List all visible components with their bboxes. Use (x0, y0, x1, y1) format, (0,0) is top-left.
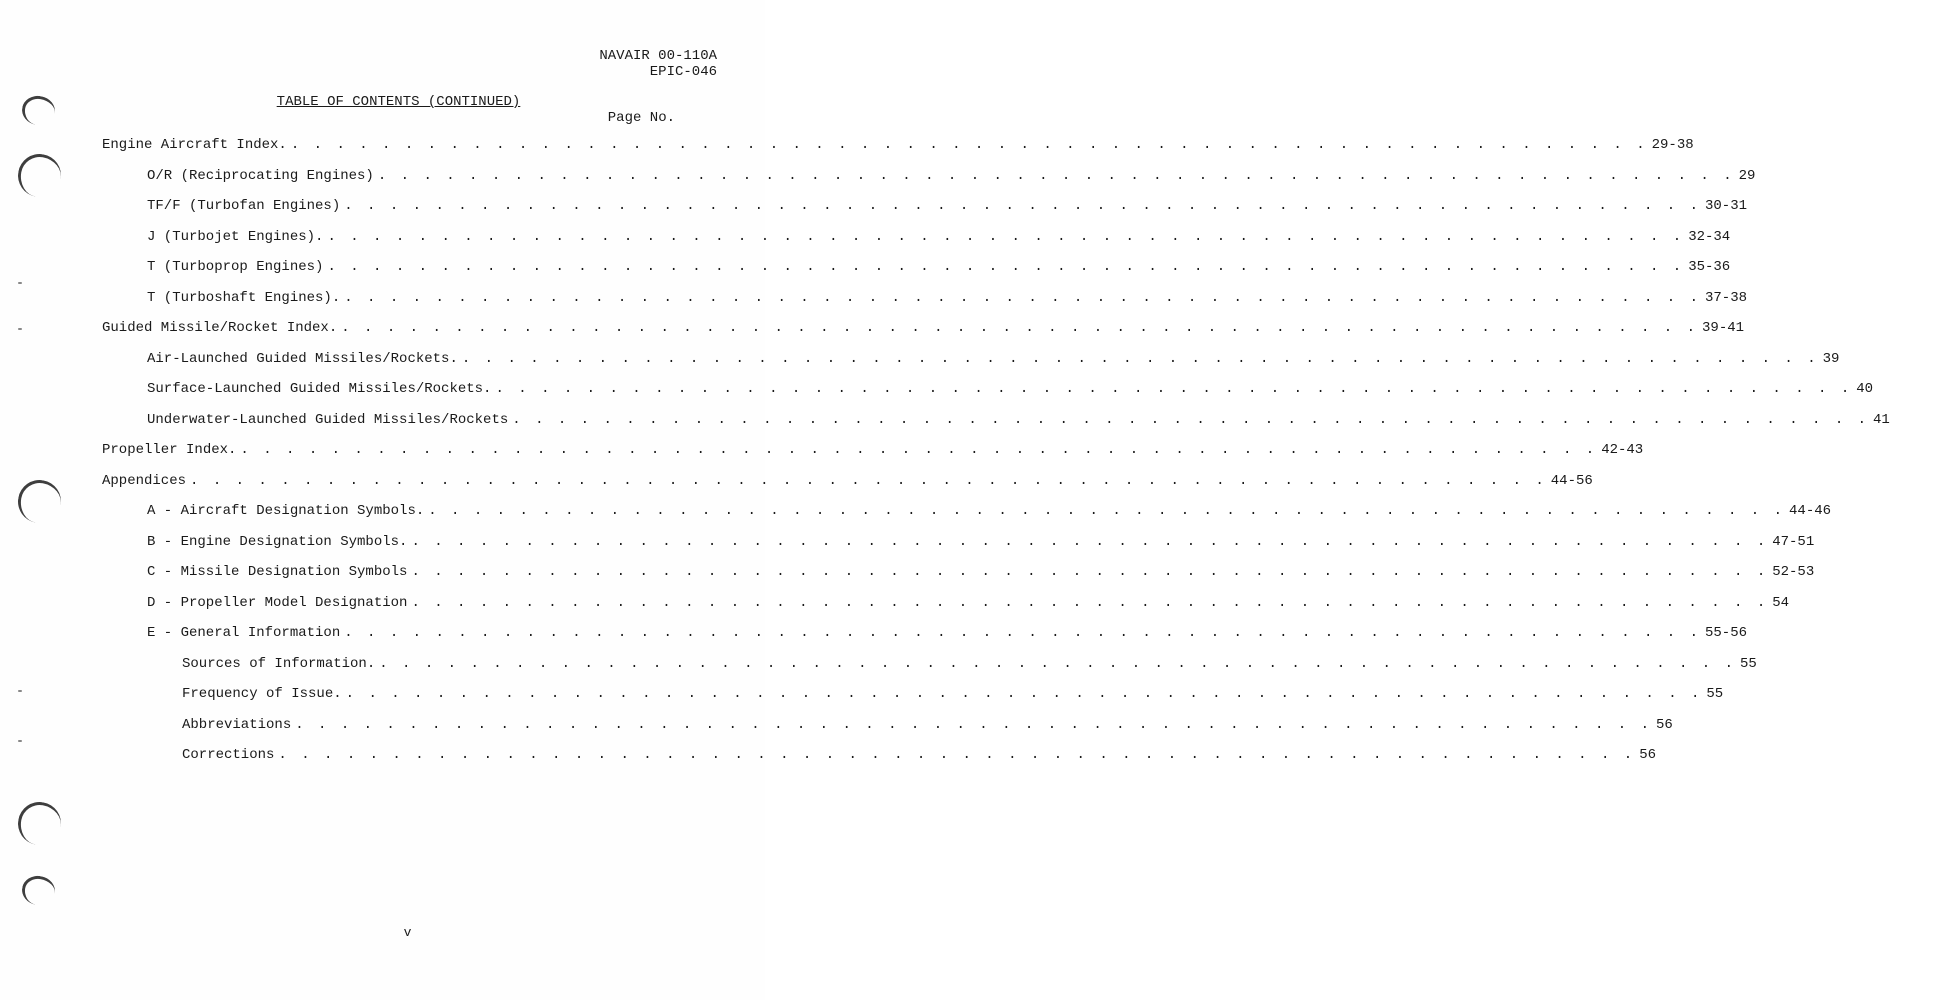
toc-entry-label: B - Engine Designation Symbols. (147, 533, 408, 550)
toc-entry-label: A - Aircraft Designation Symbols. (147, 503, 425, 519)
toc-entry (182, 686, 1724, 706)
toc-entry-label: Surface-Launched Guided Missiles/Rockets. (147, 381, 492, 397)
toc-entry-pages: 29-38 (1651, 137, 1694, 153)
toc-leader-dots: . . . . . . . . . . . . . . . . . . . . . . . . . . . . . . . . . . . . . . . . . . . . . . . . . . . . . . . . . . . . (344, 625, 1701, 641)
toc-leader-dots: . . . . . . . . . . . . . . . . . . . . . . . . . . . . . . . . . . . . . . . . . . . . . . . . . . . . . . . . . . . . (290, 137, 1648, 153)
toc-entry-pages: 55-56 (1705, 625, 1748, 641)
toc-entry-pages: 32-34 (1688, 228, 1731, 245)
page-title: TABLE OF CONTENTS (CONTINUED) (276, 94, 521, 110)
toc-entry-label: Frequency of Issue. (182, 686, 342, 702)
toc-entry-label: T (Turboprop Engines) (147, 259, 324, 275)
toc-entry (182, 747, 1656, 767)
toc-entry (147, 411, 1890, 432)
toc-entry-pages: 44-46 (1789, 503, 1832, 519)
toc-leader-dots: . . . . . . . . . . . . . . . . . . . . . . . . . . . . . . . . . . . . . . . . . . . . . . . . . . . . . . . . . . . . (190, 472, 1547, 489)
toc-entry (147, 381, 1874, 401)
toc-leader-dots: . . . . . . . . . . . . . . . . . . . . . . . . . . . . . . . . . . . . . . . . . . . . . . . . . . . . . . . . . . . . (345, 686, 1703, 702)
toc-leader-dots: . . . . . . . . . . . . . . . . . . . . . . . . . . . . . . . . . . . . . . . . . . . . . . . . . . . . . . . . . . . . (461, 350, 1819, 367)
toc-entry (102, 320, 1745, 340)
scan-speck (18, 740, 22, 742)
toc-entry-pages: 40 (1856, 381, 1874, 397)
toc-entry-pages: 37-38 (1705, 289, 1748, 306)
toc-entry (182, 716, 1673, 737)
toc-entry (147, 167, 1756, 188)
toc-entry (182, 655, 1757, 676)
toc-leader-dots: . . . . . . . . . . . . . . . . . . . . . . . . . . . . . . . . . . . . . . . . . . . . . . . . . . . . . . . . . . . . (295, 716, 1652, 733)
toc-entry-pages: 35-36 (1688, 259, 1731, 275)
toc-leader-dots: . . . . . . . . . . . . . . . . . . . . . . . . . . . . . . . . . . . . . . . . . . . . . . . . . . . . . . . . . . . . (411, 564, 1769, 580)
toc-leader-dots: . . . . . . . . . . . . . . . . . . . . . . . . . . . . . . . . . . . . . . . . . . . . . . . . . . . . . . . . . . . . (278, 747, 1636, 763)
toc-leader-dots: . . . . . . . . . . . . . . . . . . . . . . . . . . . . . . . . . . . . . . . . . . . . . . . . . . . . . . . . . . . . (411, 533, 1769, 550)
toc-entry-pages: 52-53 (1772, 564, 1815, 580)
toc-entry-pages: 56 (1639, 747, 1656, 763)
scan-speck (18, 328, 22, 330)
toc-entry-label: D - Propeller Model Designation (147, 594, 408, 611)
toc-entry-pages: 41 (1873, 411, 1890, 428)
toc-entry-label: Abbreviations (182, 716, 292, 733)
toc-entry (102, 472, 1593, 493)
toc-entry (147, 564, 1815, 584)
toc-entry-pages: 55 (1706, 686, 1724, 702)
page-number-column-header: Page No. (607, 110, 675, 126)
toc-entry-pages: 39 (1822, 350, 1840, 367)
toc-entry-label: J (Turbojet Engines). (147, 228, 324, 245)
toc-entry (147, 594, 1790, 615)
punch-hole-mark (15, 151, 65, 201)
toc-leader-dots: . . . . . . . . . . . . . . . . . . . . . . . . . . . . . . . . . . . . . . . . . . . . . . . . . . . . . . . . . . . . (379, 655, 1736, 672)
toc-leader-dots: . . . . . . . . . . . . . . . . . . . . . . . . . . . . . . . . . . . . . . . . . . . . . . . . . . . . . . . . . . . . (344, 198, 1701, 214)
toc-entry-label: Appendices (102, 472, 187, 489)
toc-entry-label: T (Turboshaft Engines). (147, 289, 341, 306)
scan-speck (18, 690, 22, 692)
toc-leader-dots: . . . . . . . . . . . . . . . . . . . . . . . . . . . . . . . . . . . . . . . . . . . . . . . . . . . . . . . . . . . . (495, 381, 1853, 397)
toc-entry-pages: 56 (1655, 716, 1673, 733)
toc-entry-label: Underwater-Launched Guided Missiles/Rockets (147, 411, 509, 428)
toc-entry-pages: 29 (1738, 167, 1756, 184)
toc-entry-label: Guided Missile/Rocket Index. (102, 320, 338, 336)
toc-entry (147, 289, 1748, 310)
toc-leader-dots: . . . . . . . . . . . . . . . . . . . . . . . . . . . . . . . . . . . . . . . . . . . . . . . . . . . . . . . . . . . . (341, 320, 1699, 336)
toc-leader-dots: . . . . . . . . . . . . . . . . . . . . . . . . . . . . . . . . . . . . . . . . . . . . . . . . . . . . . . . . . . . . (327, 259, 1685, 275)
document-identifier (599, 48, 717, 80)
toc-entry-pages: 39-41 (1702, 320, 1745, 336)
toc-leader-dots: . . . . . . . . . . . . . . . . . . . . . . . . . . . . . . . . . . . . . . . . . . . . . . . . . . . . . . . . . . . . (344, 289, 1701, 306)
toc-leader-dots: . . . . . . . . . . . . . . . . . . . . . . . . . . . . . . . . . . . . . . . . . . . . . . . . . . . . . . . . . . . . (428, 503, 1786, 519)
toc-entry (147, 625, 1748, 645)
toc-entry-label: Corrections (182, 747, 275, 763)
toc-entry (147, 350, 1840, 371)
toc-entry-label: Sources of Information. (182, 655, 376, 672)
toc-entry (147, 198, 1748, 218)
doc-number: NAVAIR 00-110A (599, 48, 717, 64)
toc-entry-label: O/R (Reciprocating Engines) (147, 167, 374, 184)
toc-leader-dots: . . . . . . . . . . . . . . . . . . . . . . . . . . . . . . . . . . . . . . . . . . . . . . . . . . . . . . . . . . . . (327, 228, 1685, 245)
toc-entry (147, 503, 1832, 523)
toc-entry (102, 137, 1694, 157)
toc-entry-pages: 55 (1740, 655, 1757, 672)
toc-entry (102, 442, 1644, 462)
toc-leader-dots: . . . . . . . . . . . . . . . . . . . . . . . . . . . . . . . . . . . . . . . . . . . . . . . . . . . . . . . . . . . . (377, 167, 1735, 184)
toc-leader-dots: . . . . . . . . . . . . . . . . . . . . . . . . . . . . . . . . . . . . . . . . . . . . . . . . . . . . . . . . . . . . (411, 594, 1769, 611)
toc-entry-label: C - Missile Designation Symbols (147, 564, 408, 580)
toc-leader-dots: . . . . . . . . . . . . . . . . . . . . . . . . . . . . . . . . . . . . . . . . . . . . . . . . . . . . . . . . . . . . (512, 411, 1870, 428)
toc-entry-pages: 47-51 (1772, 533, 1815, 550)
toc-entry-label: Engine Aircraft Index. (102, 137, 287, 153)
doc-code: EPIC-046 (649, 64, 717, 80)
punch-hole-mark (15, 477, 65, 527)
punch-hole-mark (15, 799, 65, 849)
toc-entry-label: Air-Launched Guided Missiles/Rockets. (147, 350, 458, 367)
toc-entry (147, 228, 1731, 249)
toc-entry-pages: 54 (1772, 594, 1790, 611)
toc-leader-dots: . . . . . . . . . . . . . . . . . . . . . . . . . . . . . . . . . . . . . . . . . . . . . . . . . . . . . . . . . . . . (240, 442, 1598, 458)
punch-hole-mark (20, 873, 58, 907)
scan-speck (18, 282, 22, 284)
toc-entry (147, 533, 1815, 554)
toc-entry (147, 259, 1731, 279)
toc-entry-pages: 42-43 (1601, 442, 1644, 458)
toc-entry-pages: 30-31 (1705, 198, 1748, 214)
toc-entry-label: E - General Information (147, 625, 341, 641)
toc-entry-label: TF/F (Turbofan Engines) (147, 198, 341, 214)
toc-entry-label: Propeller Index. (102, 442, 237, 458)
toc-entry-pages: 44-56 (1550, 472, 1593, 489)
page-number: v (403, 925, 412, 940)
